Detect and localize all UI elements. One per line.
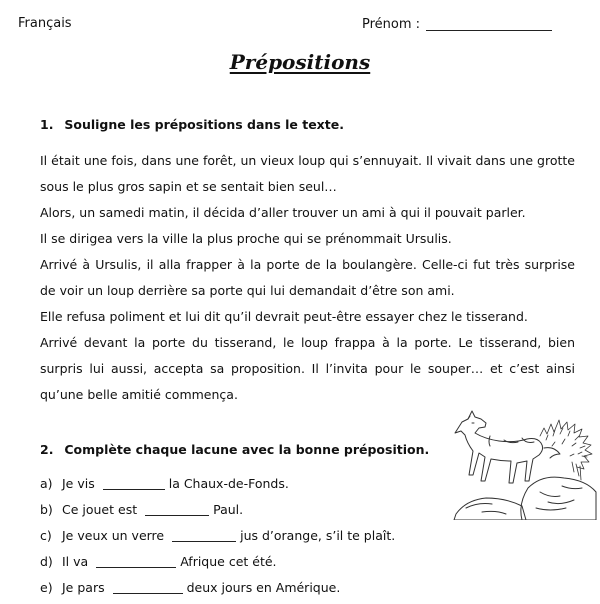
answer-blank[interactable]: [145, 502, 209, 516]
exercise-text-before: Je vis: [62, 476, 95, 491]
question-2-heading: [40, 442, 429, 457]
exercise-item: [40, 578, 395, 604]
question-2-number: 2.: [40, 442, 54, 457]
question-1-number: 1.: [40, 117, 54, 132]
exercise-text-after: Afrique cet été.: [180, 554, 277, 569]
wolf-illustration-icon: [452, 396, 600, 520]
story-paragraph: Il était une fois, dans une forêt, un vieux loup qui s’ennuyait. Il vivait dans une grotte sous le plus gros sapin et se sentait bien seul…: [40, 153, 575, 194]
answer-blank[interactable]: [96, 554, 176, 568]
exercise-list: [40, 474, 395, 604]
exercise-letter: a): [40, 476, 53, 491]
story-paragraph: Arrivé à Ursulis, il alla frapper à la porte de la boulangère. Celle-ci fut très surprise de voir un loup derrière sa porte qui lui demandait d’être son ami.: [40, 257, 575, 298]
tree-foliage: [540, 420, 592, 480]
exercise-item: [40, 474, 395, 500]
story-paragraph: Alors, un samedi matin, il décida d’aller trouver un ami à qui il pouvait parler.: [40, 205, 526, 220]
answer-blank[interactable]: [172, 528, 236, 542]
exercise-text-before: Ce jouet est: [62, 502, 138, 517]
exercise-item: [40, 500, 395, 526]
name-label: Prénom :: [362, 17, 421, 32]
question-1-instruction: Souligne les prépositions dans le texte.: [64, 117, 344, 132]
story-text: [40, 148, 575, 408]
exercise-item: [40, 526, 395, 552]
exercise-text-after: jus d’orange, s’il te plaît.: [240, 528, 396, 543]
exercise-letter: b): [40, 502, 53, 517]
exercise-text-after: la Chaux-de-Fonds.: [168, 476, 289, 491]
name-input-line[interactable]: [426, 16, 552, 31]
page-title: Prépositions: [229, 50, 371, 74]
name-field: [362, 16, 552, 32]
exercise-text-after: Paul.: [213, 502, 244, 517]
exercise-text-before: Je veux un verre: [62, 528, 165, 543]
rocks: [454, 477, 596, 520]
exercise-text-before: Je pars: [62, 580, 105, 595]
answer-blank[interactable]: [103, 476, 165, 490]
question-1-heading: [40, 117, 344, 132]
story-paragraph: Elle refusa poliment et lui dit qu’il devrait peut-être essayer chez le tisserand.: [40, 309, 528, 324]
exercise-letter: d): [40, 554, 53, 569]
subject-label: Français: [18, 16, 72, 31]
exercise-text-before: Il va: [62, 554, 89, 569]
question-2-instruction: Complète chaque lacune avec la bonne préposition.: [64, 442, 430, 457]
exercise-text-after: deux jours en Amérique.: [186, 580, 341, 595]
answer-blank[interactable]: [113, 580, 183, 594]
story-paragraph: Arrivé devant la porte du tisserand, le loup frappa à la porte. Le tisserand, bien surpris lui aussi, accepta sa proposition. Il l’invita pour le souper… et c’est ainsi qu’une belle amitié commença.: [40, 335, 575, 402]
story-paragraph: Il se dirigea vers la ville la plus proche qui se prénommait Ursulis.: [40, 231, 452, 246]
wolf-figure: [455, 411, 560, 483]
exercise-letter: e): [40, 580, 53, 595]
exercise-letter: c): [40, 528, 52, 543]
exercise-item: [40, 552, 395, 578]
